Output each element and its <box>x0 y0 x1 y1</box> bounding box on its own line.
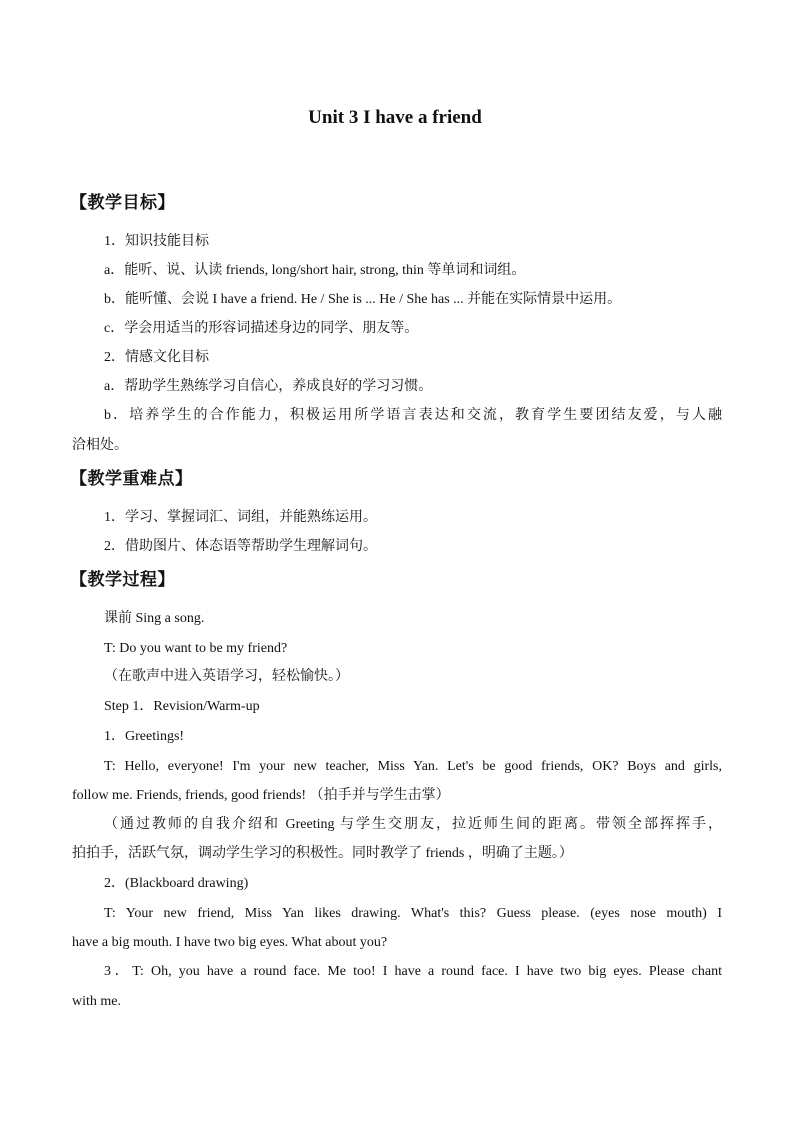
section-heading-objectives: 【教学目标】 <box>70 193 175 213</box>
process-line: T: Do you want to be my friend? <box>104 641 288 656</box>
process-line: Step 1．Revision/Warm-up <box>104 699 260 714</box>
objective-line: 洽相处。 <box>72 438 128 453</box>
section-heading-difficulties: 【教学重难点】 <box>70 469 193 489</box>
process-line: 1．Greetings! <box>104 729 185 744</box>
objective-line: c．学会用适当的形容词描述身边的同学、朋友等。 <box>104 321 419 336</box>
process-line: T: Hello, everyone! I'm your new teacher, Miss Yan. Let's be good friends, OK? Boys and girls, <box>104 759 722 774</box>
process-line: （通过教师的自我介绍和 Greeting 与学生交朋友，拉近师生间的距离。带领全部挥挥手， <box>104 817 722 832</box>
objective-line: 1．知识技能目标 <box>104 234 209 249</box>
objective-line: a．帮助学生熟练学习自信心，养成良好的学习习惯。 <box>104 379 433 394</box>
process-line: 拍拍手，活跃气氛，调动学生学习的积极性。同时教学了 friends ，明确了主题。） <box>72 846 573 861</box>
process-line: T: Your new friend, Miss Yan likes drawing. What's this? Guess please. (eyes nose mouth) I <box>104 906 722 921</box>
objective-line: a．能听、说、认读 friends, long/short hair, strong, thin 等单词和词组。 <box>104 263 526 278</box>
process-line: 3．T: Oh, you have a round face. Me too! I have a round face. I have two big eyes. Please chant <box>104 964 722 979</box>
process-line: have a big mouth. I have two big eyes. What about you? <box>72 935 388 950</box>
objective-line: b．培养学生的合作能力，积极运用所学语言表达和交流，教育学生要团结友爱，与人融 <box>104 408 722 423</box>
process-line: 课前 Sing a song. <box>104 611 205 626</box>
process-line: 2．(Blackboard drawing) <box>104 876 249 891</box>
document-title: Unit 3 I have a friend <box>308 107 482 128</box>
process-line: （在歌声中进入英语学习，轻松愉快。） <box>104 669 349 684</box>
objective-line: 2．情感文化目标 <box>104 350 209 365</box>
section-heading-process: 【教学过程】 <box>70 570 175 590</box>
process-line: with me. <box>72 994 121 1009</box>
difficulty-line: 2．借助图片、体态语等帮助学生理解词句。 <box>104 539 377 554</box>
objective-line: b．能听懂、会说 I have a friend. He / She is ... He / She has ... 并能在实际情景中运用。 <box>104 292 622 307</box>
difficulty-line: 1．学习、掌握词汇、词组，并能熟练运用。 <box>104 510 377 525</box>
process-line: follow me. Friends, friends, good friends! （拍手并与学生击掌） <box>72 788 450 803</box>
